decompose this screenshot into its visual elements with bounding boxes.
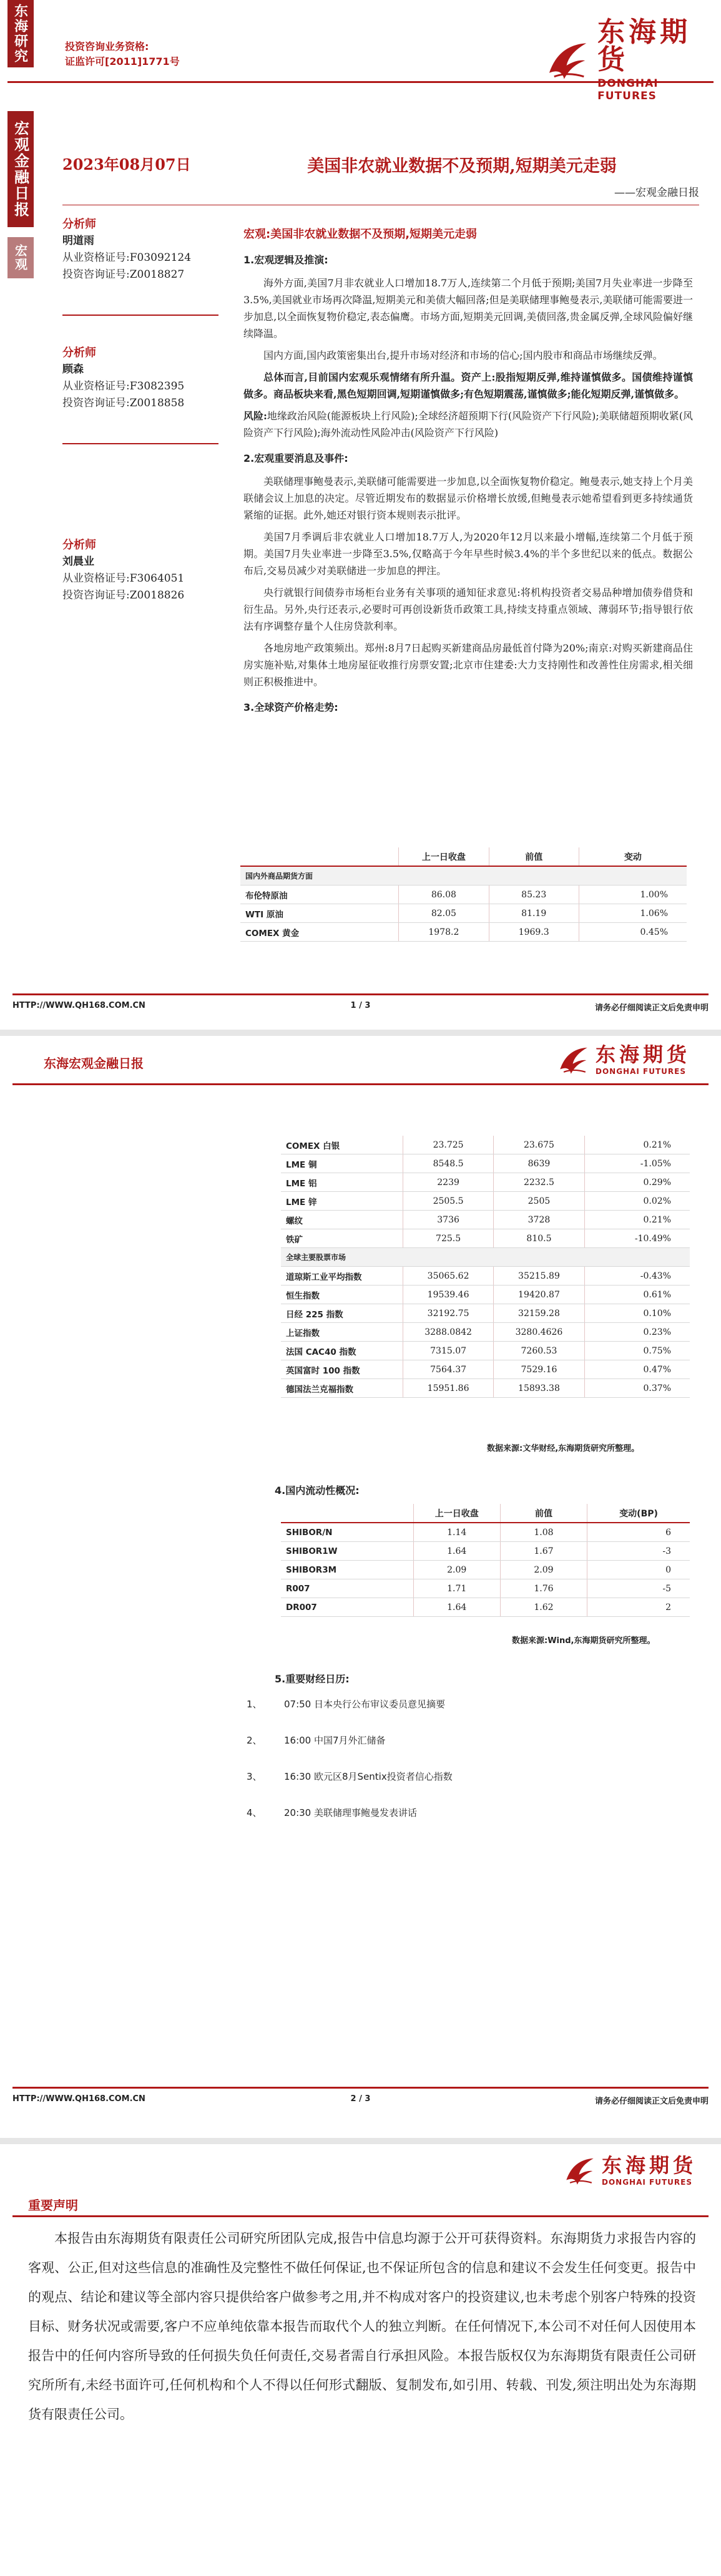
- table-row: COMEX 白银 23.725 23.675 0.21%: [281, 1136, 690, 1154]
- logo-mark-icon: [556, 1042, 592, 1078]
- analyst-2: [62, 344, 218, 412]
- report-type-tag: 宏观金融日报: [7, 111, 34, 227]
- page-header-title: 东海宏观金融日报: [44, 1056, 144, 1071]
- analyst-cert: 从业资格证号:F3082395: [62, 380, 185, 393]
- page-separator: [0, 2138, 721, 2144]
- table-row: COMEX 黄金 1978.2 1969.3 0.45%: [240, 923, 687, 942]
- calendar-event: 4、 20:30 美联储理事鲍曼发表讲话: [247, 1807, 417, 1818]
- analyst-3: [62, 537, 218, 604]
- report-page-1: [0, 0, 721, 1036]
- paragraph: 各地房地产政策频出。郑州:8月7日起购买新建商品房最低首付降为20%;南京:对购买新建商品住房实施补贴,对集体土地房屋征收推行房票安置;北京市住建委:大力支持刚性和改善性住房需求,相关细则正积极推进中。: [243, 642, 693, 688]
- paragraph-summary: 总体而言,目前国内宏观乐观情绪有所升温。资产上:股指短期反弹,维持谨慎做多。国债维持谨慎做多。商品板块来看,黑色短期回调,短期谨慎做多;有色短期震荡,谨慎做多;能化短期反弹,谨慎做多。: [243, 371, 693, 400]
- logo-text-cn: 东海期货: [597, 16, 692, 76]
- header-rule: [12, 1083, 709, 1085]
- analyst-cert: 从业资格证号:F03092124: [62, 251, 192, 264]
- section-heading: 5.重要财经日历:: [275, 1673, 350, 1685]
- paragraph: 美联储理事鲍曼表示,美联储可能需要进一步加息,以全面恢复物价稳定。鲍曼表示,她支持上个月美联储会议上加息的决定。尽管近期发布的数据显示价格增长放缓,但鲍曼表示她希望看到更多持续通货紧缩的证据。此外,她还对银行资本规则表示批评。: [243, 476, 693, 521]
- analyst-cert: 投资咨询证号:Z0018827: [62, 268, 185, 281]
- table-row: 恒生指数 19539.46 19420.87 0.61%: [281, 1286, 690, 1304]
- table-row: SHIBOR1W 1.64 1.67 -3: [281, 1542, 690, 1561]
- logo-text-cn: 东海期货: [602, 2154, 697, 2177]
- report-page-3: [0, 2144, 721, 2576]
- footer-rule: [12, 993, 709, 995]
- table-category-row: 国内外商品期货方面: [240, 866, 687, 886]
- logo-text-en: DONGHAI FUTURES: [596, 1067, 686, 1076]
- qualification-line: 投资咨询业务资格:: [65, 41, 149, 52]
- analyst-name: 刘晨业: [62, 555, 94, 568]
- header-rule: [7, 81, 714, 83]
- disclaimer-title: 重要声明: [28, 2198, 78, 2213]
- section-heading: 3.全球资产价格走势:: [243, 701, 338, 713]
- section-heading: 1.宏观逻辑及推演:: [243, 254, 328, 266]
- table-header-row: 上一日收盘 前值 变动(BP): [281, 1504, 690, 1523]
- paragraph: 美国7月季调后非农就业人口增加18.7万人,为2020年12月以来最小增幅,连续第二个月低于预期。美国7月失业率进一步降至3.5%,仅略高于今年早些时候3.4%的半个多世纪以来的低点。数据公布后,交易员减少对美联储进一步加息的押注。: [243, 531, 693, 577]
- section-heading: 2.宏观重要消息及事件:: [243, 452, 348, 464]
- report-title: 美国非农就业数据不及预期,短期美元走弱: [307, 157, 617, 176]
- analyst-divider: [62, 315, 218, 316]
- logo-mark-icon: [562, 2153, 598, 2189]
- headline: 宏观:美国非农就业数据不及预期,短期美元走弱: [243, 228, 478, 241]
- liquidity-table: [281, 1504, 690, 1617]
- table-row: LME 铜 8548.5 8639 -1.05%: [281, 1154, 690, 1173]
- logo-text-en: DONGHAI FUTURES: [597, 77, 659, 102]
- analyst-divider: [62, 443, 218, 444]
- table-row: 德国法兰克福指数 15951.86 15893.38 0.37%: [281, 1379, 690, 1398]
- analyst-cert: 从业资格证号:F3064051: [62, 572, 185, 585]
- table-row: 上证指数 3288.0842 3280.4626 0.23%: [281, 1323, 690, 1342]
- analyst-cert: 投资咨询证号:Z0018826: [62, 589, 185, 602]
- analyst-1: [62, 216, 218, 283]
- table-row: SHIBOR3M 2.09 2.09 0: [281, 1561, 690, 1579]
- calendar-event: 2、 16:00 中国7月外汇储备: [247, 1735, 386, 1746]
- report-subtitle: ——宏观金融日报: [614, 187, 699, 199]
- license-line: 证监许可[2011]1771号: [65, 56, 180, 67]
- donghai-logo: [556, 1042, 690, 1078]
- analyst-name: 顾森: [62, 363, 84, 376]
- asset-price-table: [240, 847, 687, 942]
- table-row: 法国 CAC40 指数 7315.07 7260.53 0.75%: [281, 1342, 690, 1360]
- calendar-event: 1、 07:50 日本央行公布审议委员意见摘要: [247, 1699, 445, 1710]
- paragraph: 央行就银行间债券市场柜台业务有关事项的通知征求意见:将机构投资者交易品种增加债券借贷和衍生品。另外,央行还表示,必要时可再创设新货币政策工具,持续支持重点领域、薄弱环节;指导银行依法有序调整存量个人住房贷款利率。: [243, 587, 693, 632]
- footer-url[interactable]: HTTP://WWW.QH168.COM.CN: [12, 1001, 145, 1010]
- analyst-cert: 投资咨询证号:Z0018858: [62, 397, 185, 409]
- table-category-row: 全球主要股票市场: [281, 1248, 690, 1267]
- table-header-row: 上一日收盘 前值 变动: [240, 847, 687, 866]
- footer-page-number: 1 / 3: [350, 1001, 371, 1010]
- risk-text: 地缘政治风险(能源板块上行风险);全球经济超预期下行(风险资产下行风险);美联储超预期收紧(风险资产下行风险);海外流动性风险冲击(风险资产下行风险): [243, 410, 693, 439]
- paragraph: 国内方面,国内政策密集出台,提升市场对经济和市场的信心;国内股市和商品市场继续反弹。: [263, 349, 663, 361]
- analyst-label: 分析师: [62, 346, 96, 359]
- table-row: 日经 225 指数 32192.75 32159.28 0.10%: [281, 1304, 690, 1323]
- table-row: DR007 1.64 1.62 2: [281, 1598, 690, 1617]
- section-heading: 4.国内流动性概况:: [275, 1485, 360, 1496]
- table-source-note: 数据来源:文华财经,东海期货研究所整理。: [487, 1444, 640, 1453]
- analyst-label: 分析师: [62, 218, 96, 231]
- logo-text-cn: 东海期货: [596, 1043, 691, 1066]
- calendar-event: 3、 16:30 欧元区8月Sentix投资者信心指数: [247, 1771, 453, 1782]
- table-row: 道琼斯工业平均指数 35065.62 35215.89 -0.43%: [281, 1267, 690, 1286]
- vertical-tag: 东海研究: [7, 0, 34, 67]
- report-page-2: [0, 1036, 721, 2144]
- footer-url[interactable]: HTTP://WWW.QH168.COM.CN: [12, 2094, 145, 2104]
- table-row: 螺纹 3736 3728 0.21%: [281, 1211, 690, 1229]
- risk-label: 风险:: [243, 410, 267, 422]
- analyst-label: 分析师: [62, 539, 96, 552]
- footer-disclaimer-note: 请务必仔细阅读正文后免责申明: [594, 1003, 709, 1013]
- table-row: LME 锌 2505.5 2505 0.02%: [281, 1192, 690, 1211]
- page-separator: [0, 1030, 721, 1036]
- disclaimer-text: 本报告由东海期货有限责任公司研究所团队完成,报告中信息均源于公开可获得资料。东海期货力求报告内容的客观、公正,但对这些信息的准确性及完整性不做任何保证,也不保证所包含的信息和建议不会发生任何变更。报告中的观点、结论和建议等全部内容只提供给客户做参考之用,并不构成对客户的投资建议,也未考虑个别客户特殊的投资目标、财务状况或需要,客户不应单纯依靠本报告而取代个人的独立判断。在任何情况下,本公司不对任何人因使用本报告中的任何内容所导致的任何损失负任何责任,交易者需自行承担风险。本报告版权仅为东海期货有限责任公司研究所所有,未经书面许可,任何机构和个人不得以任何形式翻版、复制发布,如引用、转载、刊发,须注明出处为东海期货有限责任公司。: [28, 2231, 696, 2422]
- table-row: 布伦特原油 86.08 85.23 1.00%: [240, 886, 687, 904]
- logo-text-en: DONGHAI FUTURES: [602, 2178, 692, 2187]
- paragraph: 海外方面,美国7月非农就业人口增加18.7万人,连续第二个月低于预期;美国7月失业率进一步降至3.5%,美国就业市场再次降温,短期美元和美债大幅回落;但是美联储理事鲍曼表示,美联储可能需要进一步加息,以全面恢复物价稳定,表态偏鹰。市场方面,短期美元回调,美债回落,贵金属反弹,全球风险偏好继续降温。: [243, 277, 693, 339]
- header-rule: [12, 2215, 709, 2217]
- table-row: 英国富时 100 指数 7564.37 7529.16 0.47%: [281, 1360, 690, 1379]
- footer-page-number: 2 / 3: [350, 2094, 371, 2104]
- paragraph-risk: [243, 407, 693, 441]
- category-tag: 宏观: [7, 237, 34, 278]
- table-row: R007 1.71 1.76 -5: [281, 1579, 690, 1598]
- analyst-name: 明道雨: [62, 235, 94, 247]
- footer-rule: [12, 2087, 709, 2089]
- table-source-note: 数据来源:Wind,东海期货研究所整理。: [512, 1636, 655, 1646]
- donghai-logo: [543, 16, 721, 102]
- asset-price-table-continued: [281, 1136, 690, 1398]
- table-row: WTI 原油 82.05 81.19 1.06%: [240, 904, 687, 923]
- footer-disclaimer-note: 请务必仔细阅读正文后免责申明: [594, 2097, 709, 2106]
- donghai-logo: [562, 2153, 697, 2189]
- table-row: SHIBOR/N 1.14 1.08 6: [281, 1523, 690, 1542]
- logo-mark-icon: [543, 36, 592, 85]
- table-row: 铁矿 725.5 810.5 -10.49%: [281, 1229, 690, 1248]
- table-row: LME 铝 2239 2232.5 0.29%: [281, 1173, 690, 1192]
- report-body: [243, 226, 693, 722]
- report-date: 2023年08月07日: [62, 155, 191, 173]
